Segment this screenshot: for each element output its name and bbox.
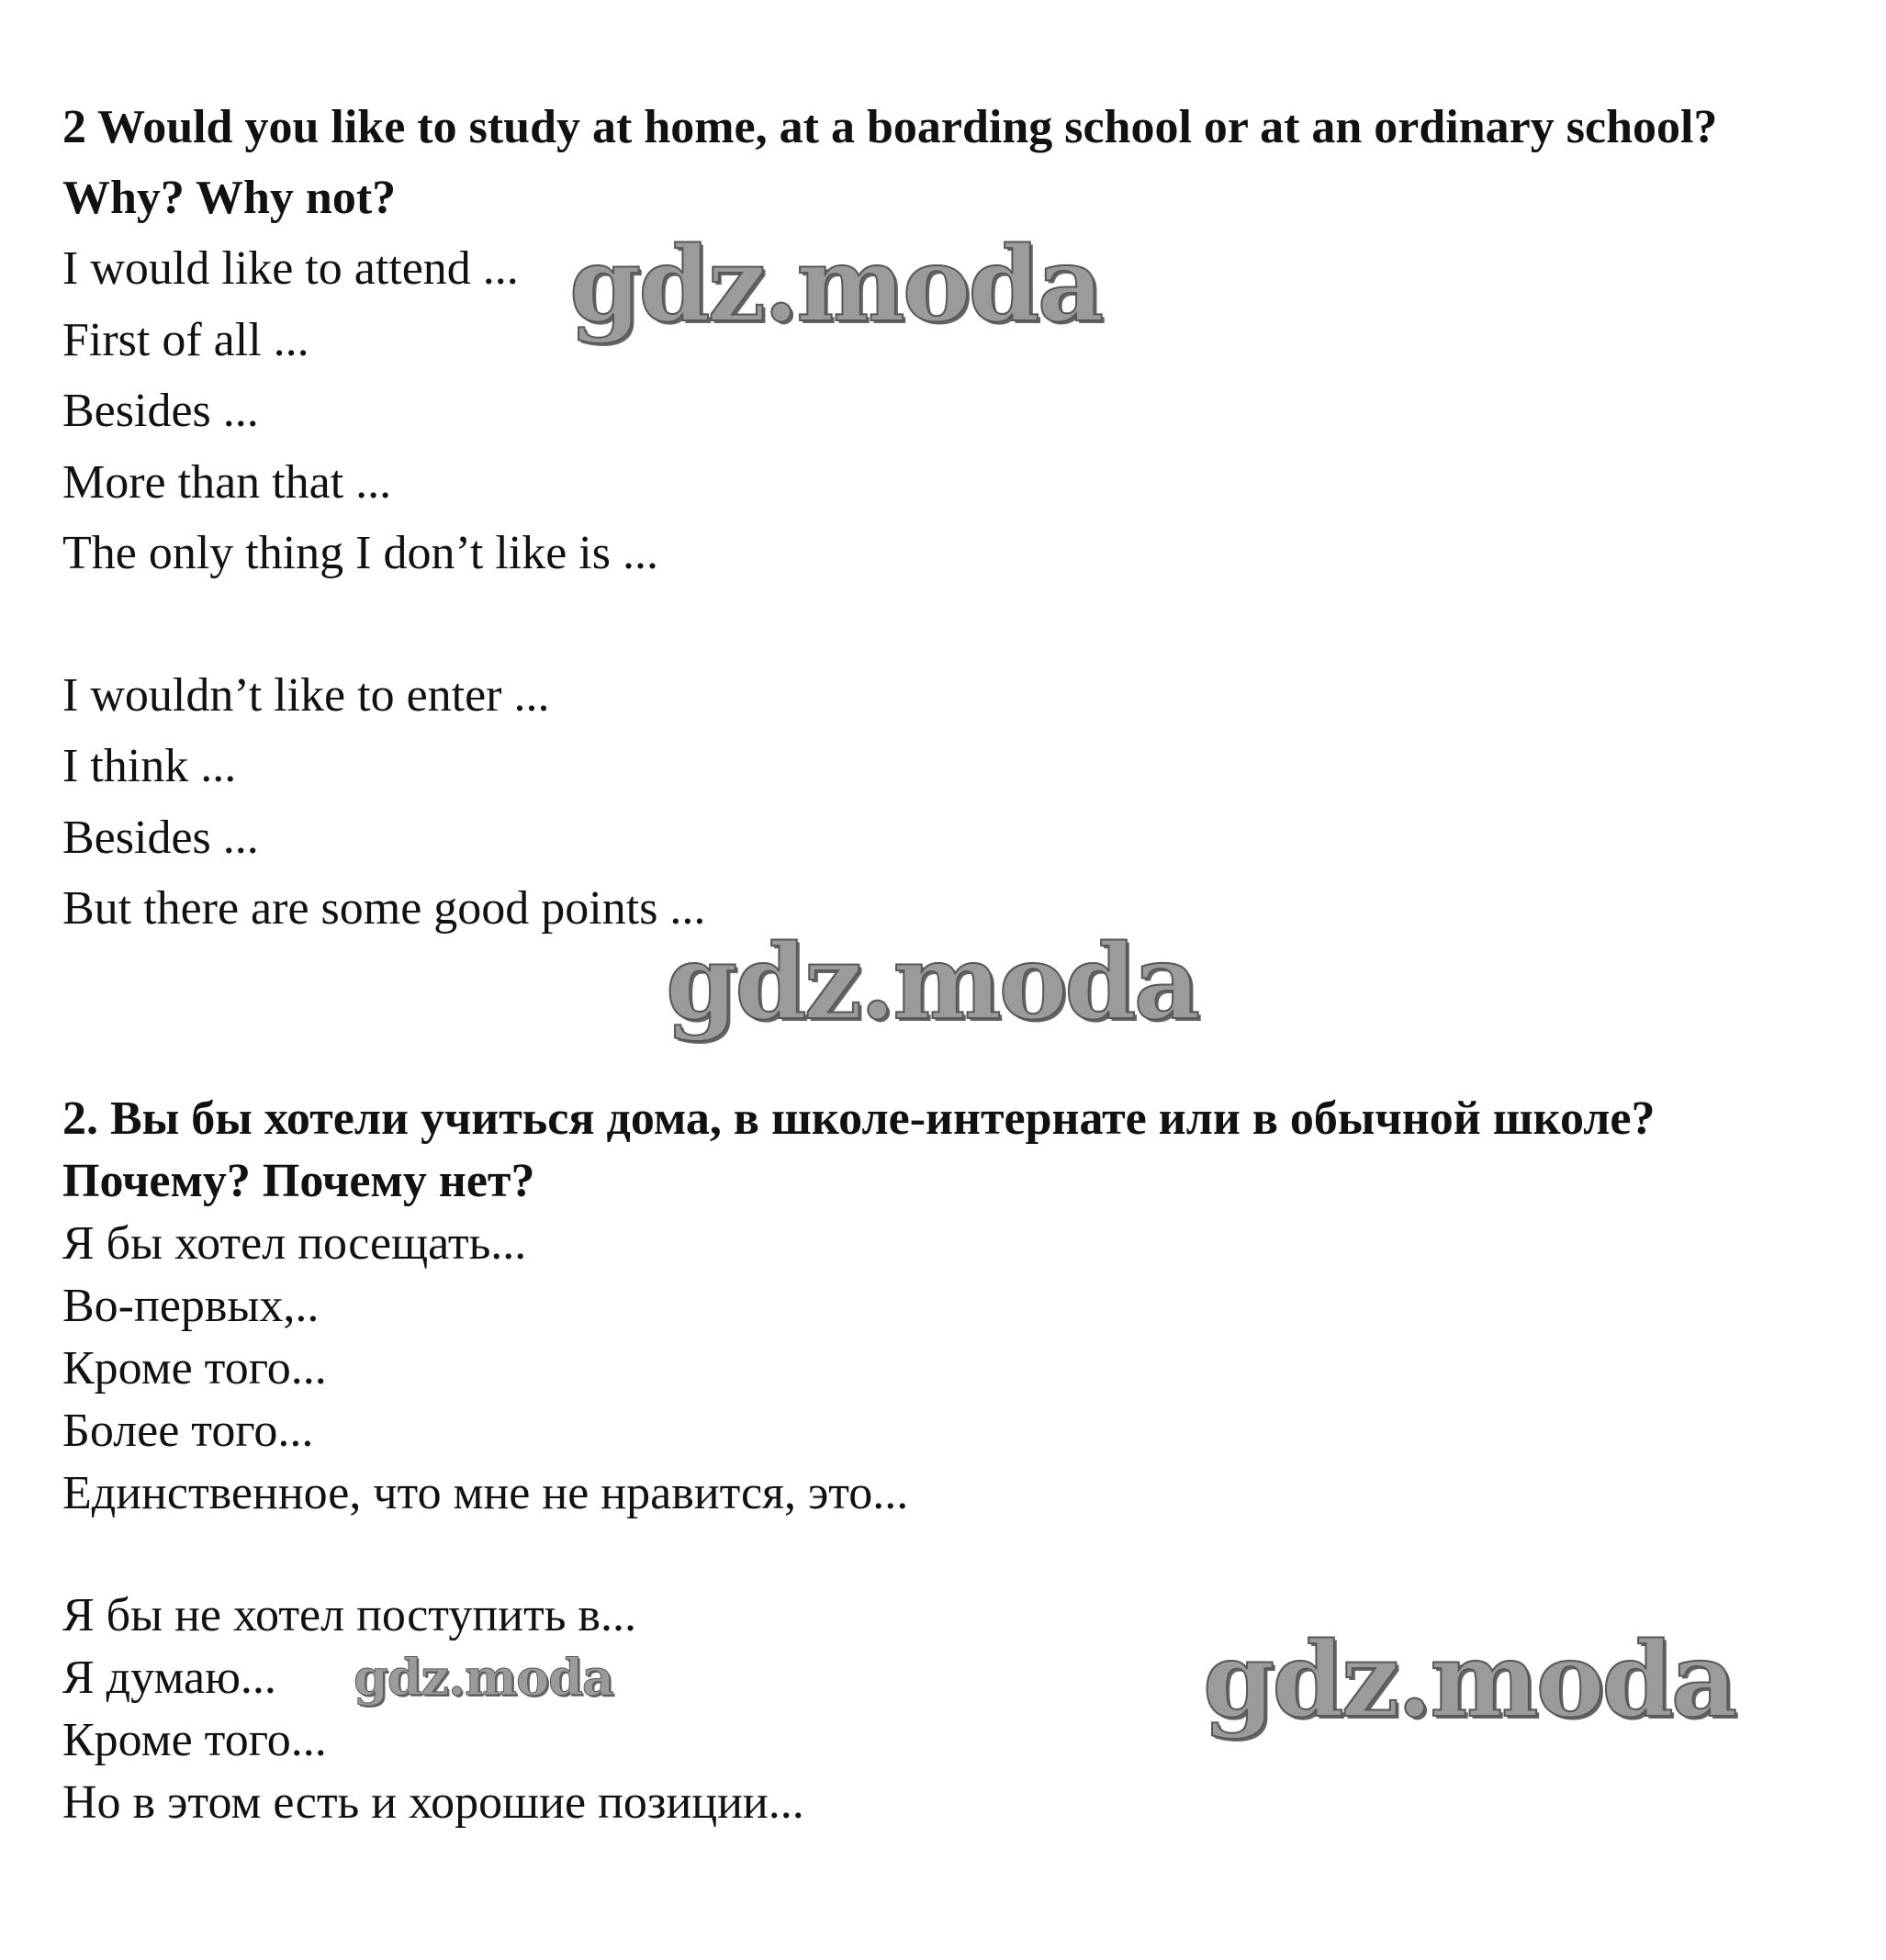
russian-line: Во-первых,.. bbox=[62, 1280, 320, 1332]
russian-line: Единственное, что мне не нравится, это... bbox=[62, 1467, 909, 1519]
paragraph-gap bbox=[62, 1525, 1807, 1585]
english-heading: 2 Would you like to study at home, at a boarding school or at an ordinary school? Why? Why not? bbox=[62, 101, 1718, 224]
russian-line: Я бы не хотел поступить в... bbox=[62, 1589, 636, 1641]
russian-line: Кроме того... bbox=[62, 1714, 327, 1766]
russian-line: Я бы хотел посещать... bbox=[62, 1217, 527, 1270]
russian-line: Более того... bbox=[62, 1405, 314, 1457]
russian-line: Я думаю... bbox=[62, 1652, 276, 1704]
english-section bbox=[62, 92, 1807, 945]
english-line: More than that ... bbox=[62, 455, 392, 509]
paragraph-gap bbox=[62, 589, 1807, 660]
english-line: I would like to attend ... bbox=[62, 242, 519, 295]
english-line: Besides ... bbox=[62, 385, 259, 437]
english-line: I think ... bbox=[62, 740, 237, 792]
russian-heading: 2. Вы бы хотели учиться дома, в школе-интернате или в обычной школе? Почему? Почему нет? bbox=[62, 1092, 1656, 1207]
english-line: The only thing I don’t like is ... bbox=[62, 527, 658, 579]
english-line: But there are some good points ... bbox=[62, 882, 706, 935]
watermark-logo: gdz.moda bbox=[354, 1648, 613, 1707]
watermark-logo: gdz.moda bbox=[666, 923, 1198, 1043]
english-line: I wouldn’t like to enter ... bbox=[62, 668, 550, 722]
russian-line: Но в этом есть и хорошие позиции... bbox=[62, 1776, 804, 1829]
english-line: First of all ... bbox=[62, 313, 309, 366]
watermark-logo: gdz.moda bbox=[569, 225, 1102, 345]
english-line: Besides ... bbox=[62, 811, 259, 864]
russian-line: Кроме того... bbox=[62, 1342, 327, 1394]
watermark-logo: gdz.moda bbox=[1203, 1620, 1735, 1741]
